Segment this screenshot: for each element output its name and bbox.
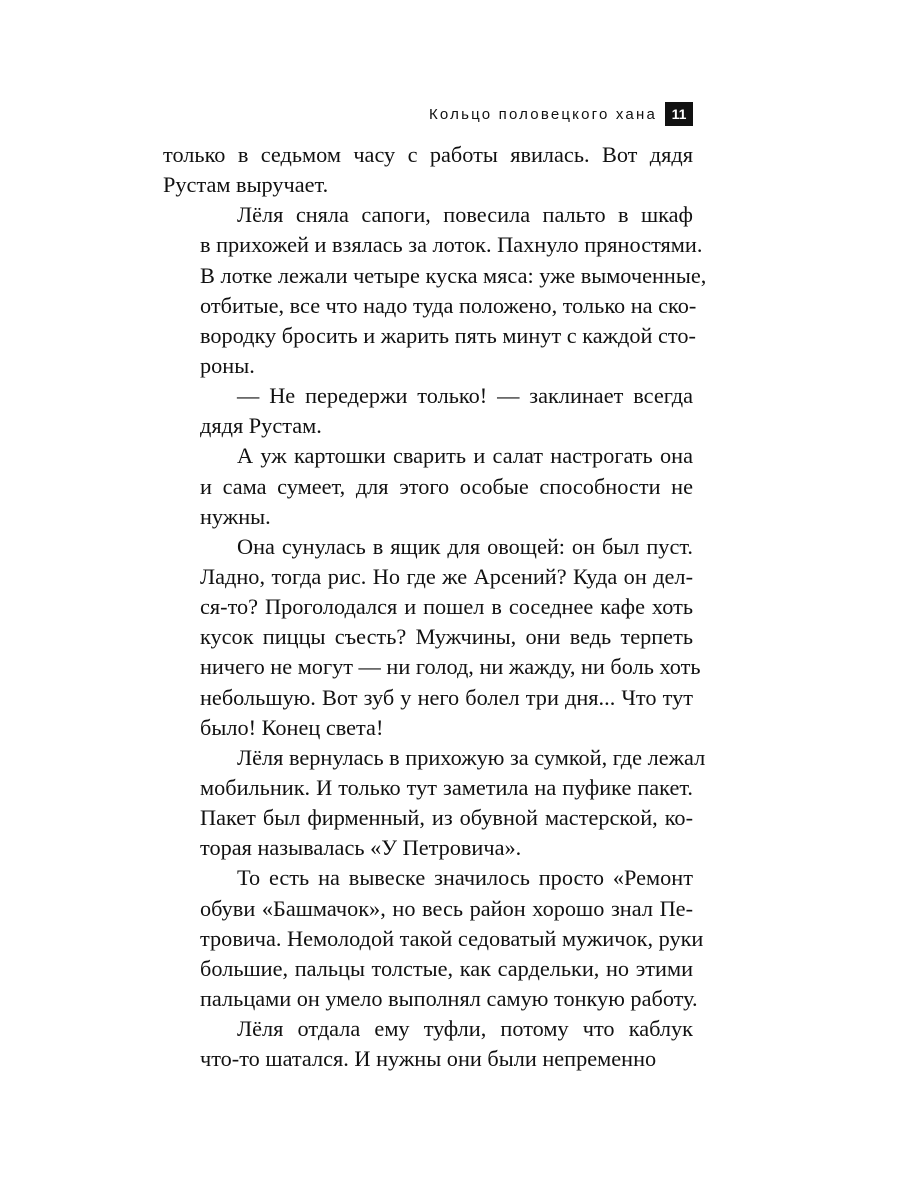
text-line: большие, пальцы толстые, как сардельки, но этими xyxy=(200,955,693,981)
text-line: отбитые, все что надо туда положено, только на ско- xyxy=(200,292,697,318)
paragraph xyxy=(163,863,704,1014)
paragraph xyxy=(163,200,707,381)
paragraph xyxy=(163,381,693,441)
text-line: дядя Рустам. xyxy=(200,413,322,439)
text-line: торая называлась «У Петровича». xyxy=(200,835,522,861)
text-line: небольшую. Вот зуб у него болел три дня... Что тут xyxy=(200,684,693,710)
paragraph xyxy=(163,1014,693,1074)
text-line: пальцами он умело выполнял самую тонкую работу. xyxy=(200,985,698,1011)
text-line: В лотке лежали четыре куска мяса: уже вымоченные, xyxy=(200,262,707,288)
paragraph xyxy=(163,140,693,200)
paragraph xyxy=(163,441,693,531)
text-line: только в седьмом часу с работы явилась. Вот дядя xyxy=(163,142,693,167)
text-line: — Не передержи только! — заклинает всегда xyxy=(237,383,693,409)
text-line: и сама сумеет, для этого особые способности не xyxy=(200,473,693,499)
text-line: А уж картошки сварить и салат настрогать она xyxy=(237,443,693,469)
text-line: нужны. xyxy=(200,503,271,529)
text-line: было! Конец света! xyxy=(200,714,384,740)
running-title: Кольцо половецкого хана xyxy=(428,105,657,123)
text-line: в прихожей и взялась за лоток. Пахнуло пряностями. xyxy=(200,232,703,258)
text-line: То есть на вывеске значилось просто «Ремонт xyxy=(237,865,693,891)
paragraph xyxy=(163,532,701,743)
text-line: обуви «Башмачок», но весь район хорошо знал Пе- xyxy=(200,895,693,921)
text-line: ся-то? Проголодался и пошел в соседнее кафе хоть xyxy=(200,594,693,620)
paragraph xyxy=(163,743,706,864)
text-line: Рустам выручает. xyxy=(163,172,329,198)
text-line: тровича. Немолодой такой седоватый мужичок, руки xyxy=(200,925,704,951)
text-line: Ладно, тогда рис. Но где же Арсений? Куда он дел- xyxy=(200,563,693,589)
text-line: Лёля вернулась в прихожую за сумкой, где лежал xyxy=(237,744,706,770)
text-line: что-то шатался. И нужны они были непременно xyxy=(200,1046,657,1072)
text-line: ничего не могут — ни голод, ни жажду, ни боль хоть xyxy=(200,654,701,680)
text-line: Лёля сняла сапоги, повесила пальто в шкаф xyxy=(237,202,693,228)
text-line: мобильник. И только тут заметила на пуфике пакет. xyxy=(200,774,693,800)
text-line: Пакет был фирменный, из обувной мастерской, ко- xyxy=(200,805,693,831)
running-head xyxy=(163,102,693,126)
text-line: Лёля отдала ему туфли, потому что каблук xyxy=(237,1016,693,1042)
body-text xyxy=(163,140,707,1074)
text-line: кусок пиццы съесть? Мужчины, они ведь терпеть xyxy=(200,624,693,650)
text-line: Она сунулась в ящик для овощей: он был пуст. xyxy=(237,533,693,559)
text-line: роны. xyxy=(200,352,255,378)
page-number-badge: 11 xyxy=(665,102,693,126)
text-line: вородку бросить и жарить пять минут с каждой сто- xyxy=(200,322,696,348)
